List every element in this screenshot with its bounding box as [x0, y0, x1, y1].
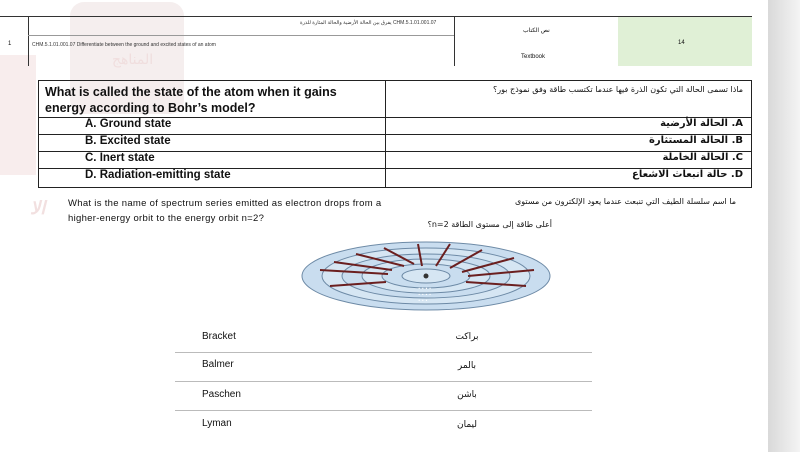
question1-text-ar: ماذا تسمى الحالة التي تكون الذرة فيها عندما تكتسب طاقة وفق نموذج بور؟ — [493, 85, 743, 94]
row-number: 1 — [8, 41, 12, 47]
option-b-en[interactable]: B. Excited state — [85, 135, 171, 147]
answer-en: Lyman — [202, 418, 232, 429]
page-edge-shadow — [768, 0, 800, 452]
svg-text:• • •: • • • — [418, 298, 428, 303]
answer-en: Paschen — [202, 389, 241, 400]
option-d-en[interactable]: D. Radiation-emitting state — [85, 169, 231, 181]
option-a-en[interactable]: A. Ground state — [85, 118, 172, 130]
answer-row-paschen[interactable] — [0, 382, 768, 411]
page-number-cell — [618, 17, 752, 66]
answer-ar: ليمان — [456, 420, 477, 430]
page-number: 14 — [678, 40, 685, 46]
watermark-bottom-text: الا — [30, 198, 46, 218]
learning-outcome-en: CHM.5.1.01.001.07 Differentiate between the ground and excited states of an atom — [32, 42, 216, 48]
question2-text-ar-line1: ما اسم سلسلة الطيف التي تنبعث عندما يعود الإلكترون من مستوى — [515, 197, 736, 206]
option-b-ar[interactable]: B. الحالة المستثارة — [649, 135, 743, 146]
option-c-ar[interactable]: C. الحالة الخاملة — [662, 152, 743, 163]
svg-text:• • • •: • • • • — [418, 292, 432, 297]
option-d-ar[interactable]: D. حالة انبعاث الاشعاع — [632, 169, 743, 180]
header-table — [0, 16, 752, 66]
answer-ar: بالمر — [457, 361, 477, 371]
answer-row-bracket[interactable] — [0, 324, 768, 353]
bohr-orbits-diagram — [300, 240, 552, 312]
learning-outcome-ar: CHM.5.1.01.001.07 يفرق بين الحالة الأرضية والحالة المثارة للذرة — [300, 20, 437, 26]
header-divider — [28, 17, 29, 66]
question2-text-ar-line2: أعلى طاقة إلى مستوى الطاقة 2=n؟ — [427, 220, 552, 229]
answer-row-balmer[interactable] — [0, 353, 768, 382]
textbook-label-ar: نص الكتاب — [523, 28, 550, 34]
watermark-side — [0, 55, 36, 175]
answer-ar: براكت — [455, 332, 479, 342]
header-row-line — [28, 35, 454, 36]
textbook-label-en: Textbook — [521, 54, 546, 60]
question2-text-en: What is the name of spectrum series emitted as electron drops from a higher-energy orbit to the energy orbit n=2? — [68, 198, 382, 224]
header-divider — [454, 17, 455, 66]
question-table — [38, 80, 752, 188]
answer-ar: باشن — [457, 390, 477, 400]
option-c-en[interactable]: C. Inert state — [85, 152, 155, 164]
svg-text:• • • •: • • • • — [418, 286, 432, 291]
watermark-text: المناهج — [112, 52, 154, 68]
answer-row-lyman[interactable] — [0, 411, 768, 440]
answer-en: Bracket — [202, 331, 236, 342]
question1-text-en: What is called the state of the atom when it gains energy according to Bohr’s model? — [45, 85, 337, 115]
option-a-ar[interactable]: A. الحالة الأرضية — [660, 118, 743, 129]
answer-en: Balmer — [202, 359, 234, 370]
